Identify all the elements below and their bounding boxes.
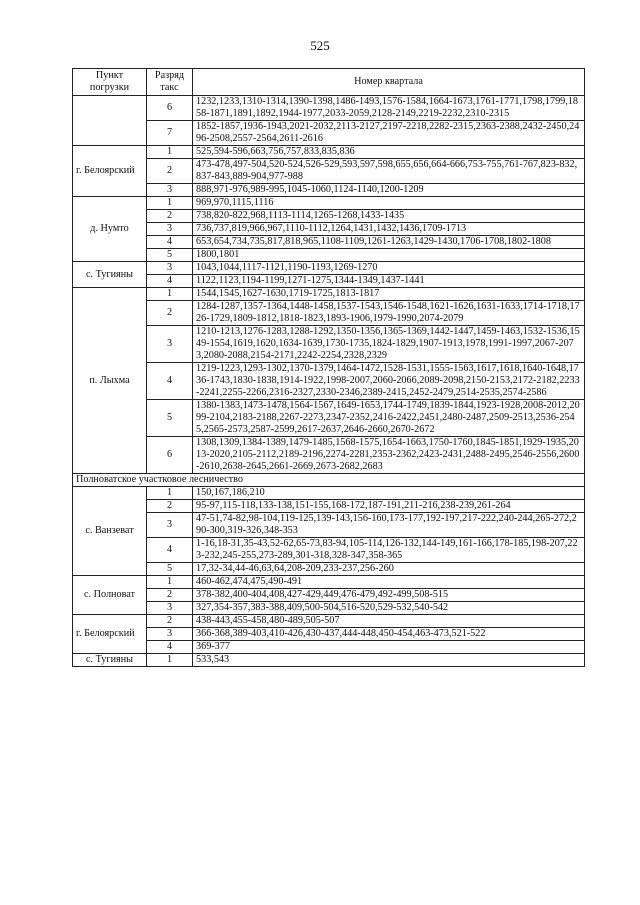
table-row [73,249,585,262]
table-row [73,654,585,667]
tax-grade-cell: 2 [147,159,193,184]
table-row [73,146,585,159]
tax-grade-cell: 4 [147,275,193,288]
tax-grade-cell: 2 [147,500,193,513]
tax-grade-cell: 2 [147,301,193,326]
header-place: Пункт погрузки [73,69,147,96]
loading-point-cell: г. Белоярский [73,615,147,654]
section-row-body [73,474,585,487]
tax-grade-cell: 6 [147,96,193,121]
table-row [73,400,585,437]
quarter-numbers-cell: 327,354-357,383-388,409,500-504,516-520,529-532,540-542 [193,602,585,615]
table-row [73,197,585,210]
quarter-numbers-cell: 17,32-34,44-46,63,64,208-209,233-237,256-260 [193,563,585,576]
table-row [73,513,585,538]
header-grade: Разряд такс [147,69,193,96]
tax-grade-cell: 1 [147,487,193,500]
tax-grade-cell: 3 [147,223,193,236]
quarter-numbers-cell: 1380-1383,1473-1478,1564-1567,1649-1653,1744-1749,1839-1844,1923-1928,2008-2012,2099-2104,2183-2188,2267-2273,2347-2352,2416-2422,2451,2480-2487,2509-2513,2536-2545,2565-2573,2587-2599,2617-2637,2646-2660,2670-2672 [193,400,585,437]
tax-grade-cell: 3 [147,513,193,538]
loading-point-cell: д. Нумто [73,197,147,262]
table-row [73,326,585,363]
loading-point-cell: г. Белоярский [73,146,147,197]
quarter-numbers-cell: 653,654,734,735,817,818,965,1108-1109,1261-1263,1429-1430,1706-1708,1802-1808 [193,236,585,249]
table-row [73,363,585,400]
tax-grade-cell: 6 [147,437,193,474]
tax-grade-cell: 3 [147,326,193,363]
quarter-numbers-cell: 969,970,1115,1116 [193,197,585,210]
tax-grade-cell: 3 [147,184,193,197]
table-row [73,576,585,589]
header-row [73,69,585,96]
table-row [73,641,585,654]
table-body-part-1 [73,96,585,474]
table-row [73,223,585,236]
table-row [73,628,585,641]
loading-point-cell [73,96,147,146]
quarter-numbers-cell: 1852-1857,1936-1943,2021-2032,2113-2127,2197-2218,2282-2315,2363-2388,2432-2450,2496-2508,2557-2564,2611-2616 [193,121,585,146]
tax-grade-cell: 5 [147,563,193,576]
quarter-numbers-cell: 1284-1287,1357-1364,1448-1458,1537-1543,1546-1548,1621-1626,1631-1633,1714-1718,1726-1729,1809-1812,1818-1823,1893-1906,1979-1990,2074-2079 [193,301,585,326]
quarter-numbers-cell: 47-51,74-82,98-104,119-125,139-143,156-160,173-177,192-197,217-222,240-244,265-272,290-300,319-326,348-353 [193,513,585,538]
table-row [73,96,585,121]
tax-grade-cell: 1 [147,576,193,589]
table-row [73,437,585,474]
table-row [73,589,585,602]
section-title: Полноватское участковое лесничество [73,474,585,487]
loading-point-cell: с. Полноват [73,576,147,615]
quarter-numbers-cell: 438-443,455-458,480-489,505-507 [193,615,585,628]
tax-grade-cell: 7 [147,121,193,146]
quarter-numbers-cell: 1043,1044,1117-1121,1190-1193,1269-1270 [193,262,585,275]
table-row [73,301,585,326]
tax-grade-cell: 4 [147,236,193,249]
tax-grade-cell: 4 [147,538,193,563]
table-row [73,159,585,184]
quarter-numbers-cell: 1544,1545,1627-1630,1719-1725,1813-1817 [193,288,585,301]
quarter-numbers-cell: 1122,1123,1194-1199,1271-1275,1344-1349,1437-1441 [193,275,585,288]
quarter-numbers-cell: 525,594-596,663,756,757,833,835,836 [193,146,585,159]
quarter-numbers-cell: 1232,1233,1310-1314,1390-1398,1486-1493,1576-1584,1664-1673,1761-1771,1798,1799,1858-1871,1891,1892,1944-1977,2033-2059,2128-2149,2219-2232,2310-2315 [193,96,585,121]
quarter-numbers-cell: 460-462,474,475,490-491 [193,576,585,589]
loading-point-cell: с. Тугияны [73,262,147,288]
table-row [73,121,585,146]
tax-grade-cell: 2 [147,210,193,223]
table-row [73,615,585,628]
quarter-numbers-cell: 1210-1213,1276-1283,1288-1292,1350-1356,1365-1369,1442-1447,1459-1463,1532-1536,1549-1554,1619,1620,1634-1639,1730-1735,1824-1829,1907-1913,1978,1991-1997,2067-2073,2080-2088,2154-2171,2242-2254,2328,2329 [193,326,585,363]
tax-grade-cell: 3 [147,602,193,615]
table-row [73,262,585,275]
quarter-numbers-cell: 1-16,18-31,35-43,52-62,65-73,83-94,105-114,126-132,144-149,161-166,178-185,198-207,223-232,245-255,273-289,301-318,328-347,358-365 [193,538,585,563]
table-row [73,236,585,249]
quarter-numbers-cell: 1219-1223,1293-1302,1370-1379,1464-1472,1528-1531,1555-1563,1617,1618,1640-1648,1736-1743,1830-1838,1914-1922,1998-2007,2060-2066,2089-2098,2150-2153,2172-2182,2233-2241,2255-2266,2316-2327,2330-2346,2389-2415,2452-2479,2514-2535,2574-2586 [193,363,585,400]
quarter-numbers-cell: 533,543 [193,654,585,667]
quarter-numbers-cell: 150,167,186,210 [193,487,585,500]
quarter-numbers-cell: 1308,1309,1384-1389,1479-1485,1568-1575,1654-1663,1750-1760,1845-1851,1929-1935,2013-2020,2105-2112,2189-2196,2274-2281,2353-2362,2423-2431,2488-2495,2546-2556,2600-2610,2638-2645,2661-2669,2673-2682,2683 [193,437,585,474]
quarter-numbers-cell: 1800,1801 [193,249,585,262]
table-row [73,275,585,288]
quarter-numbers-cell: 473-478,497-504,520-524,526-529,593,597,598,655,656,664-666,753-755,761-767,823-832,837-843,889-904,977-988 [193,159,585,184]
page-number: 525 [310,38,330,53]
table-row [73,500,585,513]
loading-point-cell: п. Лыхма [73,288,147,474]
loading-point-cell: с. Тугияны [73,654,147,667]
tax-grade-cell: 3 [147,262,193,275]
quarters-table [72,68,585,667]
quarter-numbers-cell: 738,820-822,968,1113-1114,1265-1268,1433-1435 [193,210,585,223]
quarter-numbers-cell: 736,737,819,966,967,1110-1112,1264,1431,1432,1436,1709-1713 [193,223,585,236]
tax-grade-cell: 1 [147,288,193,301]
tax-grade-cell: 1 [147,654,193,667]
section-row [73,474,585,487]
header-numbers: Номер квартала [193,69,585,96]
tax-grade-cell: 1 [147,197,193,210]
quarter-numbers-cell: 95-97,115-118,133-138,151-155,168-172,187-191,211-216,238-239,261-264 [193,500,585,513]
table-body-part-2 [73,487,585,667]
tax-grade-cell: 5 [147,249,193,262]
table-row [73,563,585,576]
tax-grade-cell: 1 [147,146,193,159]
tax-grade-cell: 2 [147,589,193,602]
tax-grade-cell: 3 [147,628,193,641]
table-row [73,288,585,301]
quarter-numbers-cell: 888,971-976,989-995,1045-1060,1124-1140,1200-1209 [193,184,585,197]
tax-grade-cell: 5 [147,400,193,437]
table-row [73,210,585,223]
tax-grade-cell: 2 [147,615,193,628]
tax-grade-cell: 4 [147,641,193,654]
table-row [73,184,585,197]
quarter-numbers-cell: 366-368,389-403,410-426,430-437,444-448,450-454,463-473,521-522 [193,628,585,641]
tax-grade-cell: 4 [147,363,193,400]
table-row [73,487,585,500]
loading-point-cell: с. Ванзеват [73,487,147,576]
quarter-numbers-cell: 369-377 [193,641,585,654]
table-row [73,538,585,563]
quarter-numbers-cell: 378-382,400-404,408,427-429,449,476-479,492-499,508-515 [193,589,585,602]
table-row [73,602,585,615]
